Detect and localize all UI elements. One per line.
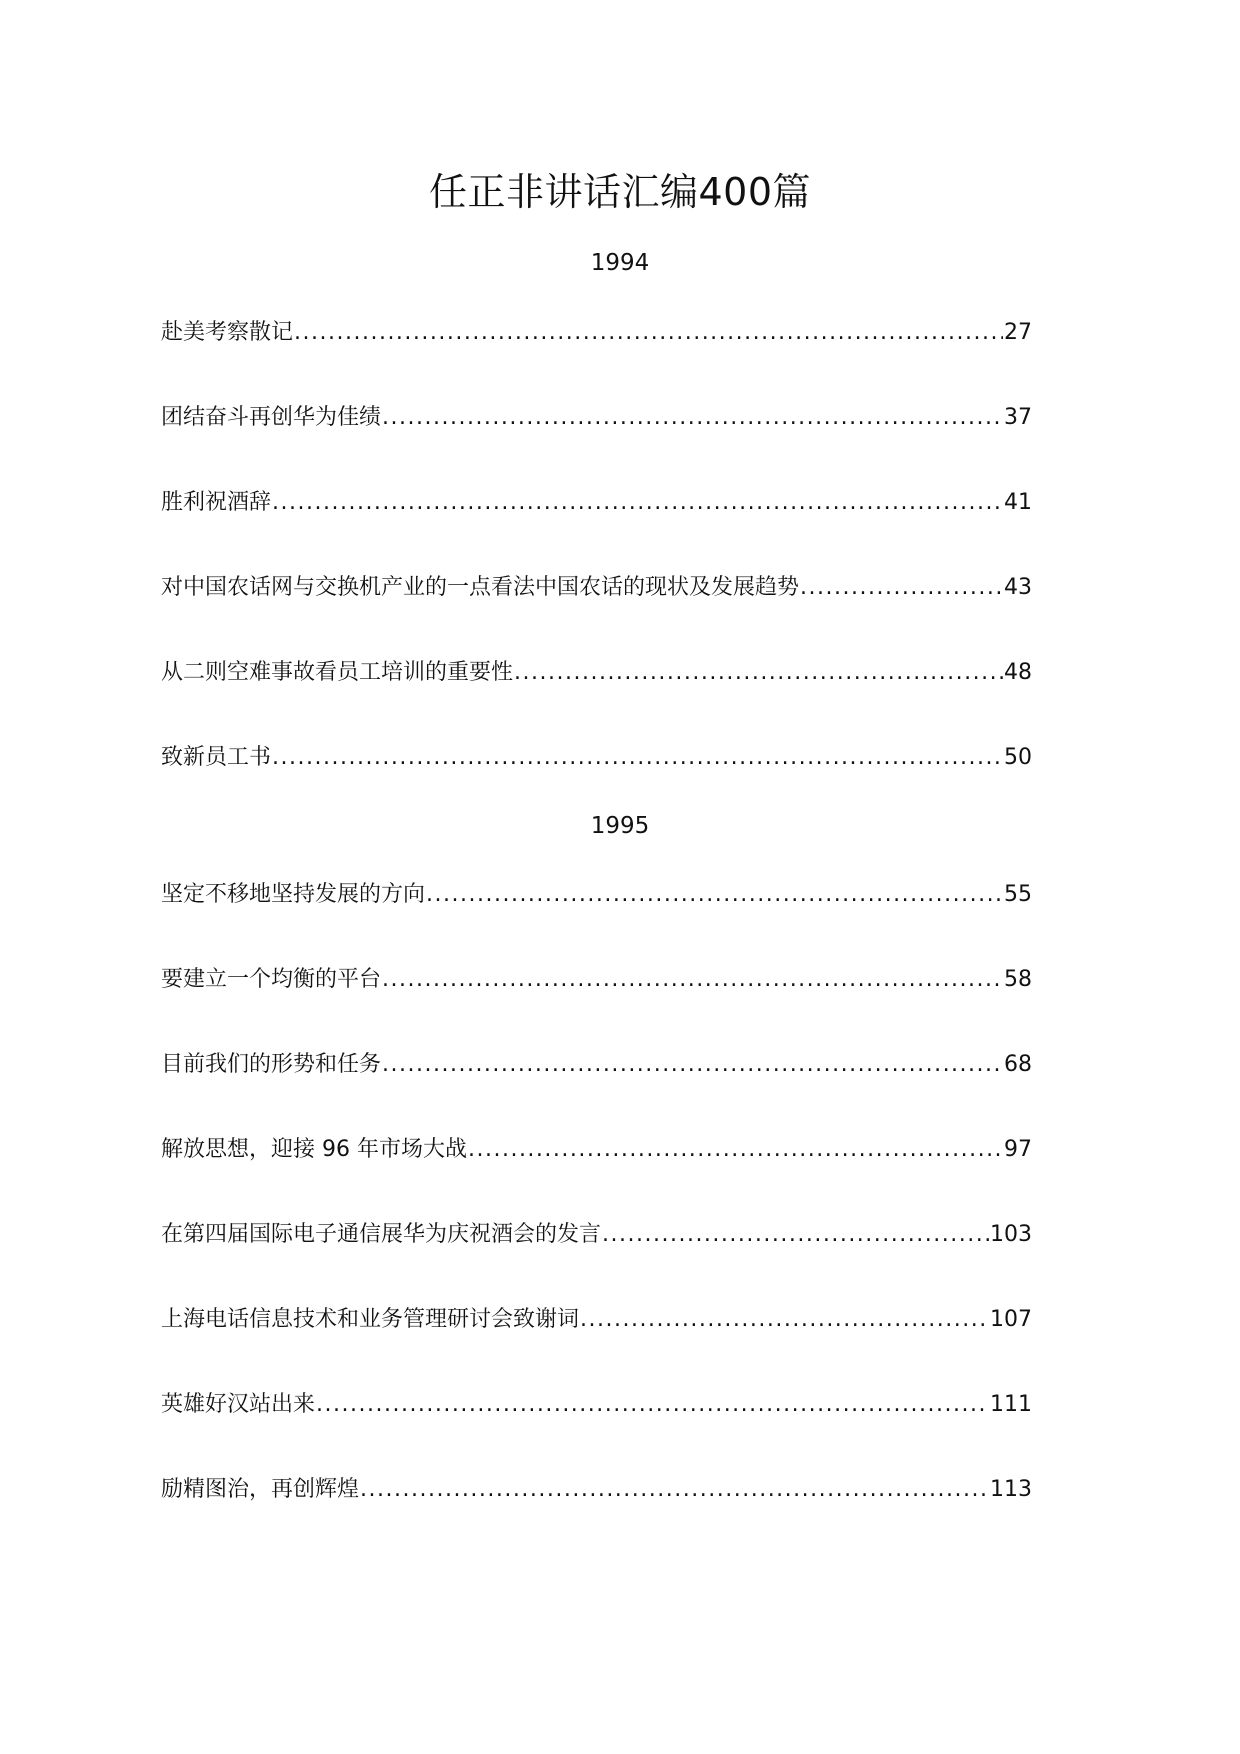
toc-dot-leader xyxy=(514,658,1003,688)
toc-page-number: 37 xyxy=(1004,405,1032,430)
toc-entry-title: 从二则空难事故看员工培训的重要性 xyxy=(161,660,514,685)
toc-page-number: 68 xyxy=(1004,1052,1032,1077)
toc-dot-leader xyxy=(272,743,1003,773)
document-title: 任正非讲话汇编400篇 xyxy=(428,170,812,214)
toc-dot-leader xyxy=(800,573,1003,603)
toc-entry-title: 对中国农话网与交换机产业的一点看法中国农话的现状及发展趋势 xyxy=(161,575,800,600)
toc-entry-title: 要建立一个均衡的平台 xyxy=(161,967,382,992)
toc-dot-leader xyxy=(602,1220,989,1250)
toc-entry[interactable] xyxy=(161,318,1032,348)
toc-entry-title: 坚定不移地坚持发展的方向 xyxy=(161,882,426,907)
toc-entry[interactable] xyxy=(161,1390,1032,1420)
toc-entry-title: 在第四届国际电子通信展华为庆祝酒会的发言 xyxy=(161,1222,602,1247)
toc-entry[interactable] xyxy=(161,658,1032,688)
toc-entry-title: 上海电话信息技术和业务管理研讨会致谢词 xyxy=(161,1307,580,1332)
toc-entry[interactable] xyxy=(161,573,1032,603)
toc-page-number: 113 xyxy=(990,1477,1032,1502)
toc-entry[interactable] xyxy=(161,1050,1032,1080)
year-heading-1994: 1994 xyxy=(590,250,650,276)
toc-page-number: 97 xyxy=(1004,1137,1032,1162)
toc-dot-leader xyxy=(316,1390,989,1420)
toc-entry[interactable] xyxy=(161,1135,1032,1165)
toc-dot-leader xyxy=(382,403,1003,433)
toc-entry-title: 赴美考察散记 xyxy=(161,320,294,345)
toc-dot-leader xyxy=(580,1305,989,1335)
toc-page-number: 111 xyxy=(990,1392,1032,1417)
toc-page-number: 50 xyxy=(1004,745,1032,770)
toc-dot-leader xyxy=(294,318,1003,348)
toc-entry[interactable] xyxy=(161,1475,1032,1505)
toc-entry-title: 励精图治，再创辉煌 xyxy=(161,1477,360,1502)
toc-page-number: 103 xyxy=(990,1222,1032,1247)
toc-dot-leader xyxy=(360,1475,989,1505)
toc-dot-leader xyxy=(426,880,1003,910)
toc-entry[interactable] xyxy=(161,743,1032,773)
toc-entry[interactable] xyxy=(161,965,1032,995)
toc-entry-title: 解放思想，迎接 96 年市场大战 xyxy=(161,1137,467,1162)
toc-entry-title: 英雄好汉站出来 xyxy=(161,1392,316,1417)
toc-entry-title: 目前我们的形势和任务 xyxy=(161,1052,382,1077)
toc-entry[interactable] xyxy=(161,403,1032,433)
toc-dot-leader xyxy=(468,1135,1003,1165)
toc-entry-title: 团结奋斗再创华为佳绩 xyxy=(161,405,382,430)
toc-page-number: 27 xyxy=(1004,320,1032,345)
year-heading-1995: 1995 xyxy=(590,813,650,839)
toc-dot-leader xyxy=(272,488,1003,518)
toc-dot-leader xyxy=(382,965,1003,995)
toc-page-number: 48 xyxy=(1004,660,1032,685)
toc-entry[interactable] xyxy=(161,880,1032,910)
toc-page-number: 58 xyxy=(1004,967,1032,992)
toc-entry[interactable] xyxy=(161,1220,1032,1250)
toc-entry-title: 致新员工书 xyxy=(161,745,272,770)
toc-entry-title: 胜利祝酒辞 xyxy=(161,490,272,515)
toc-page-number: 55 xyxy=(1004,882,1032,907)
toc-entry[interactable] xyxy=(161,1305,1032,1335)
toc-dot-leader xyxy=(382,1050,1003,1080)
toc-page-number: 41 xyxy=(1004,490,1032,515)
toc-entry[interactable] xyxy=(161,488,1032,518)
toc-page-number: 107 xyxy=(990,1307,1032,1332)
toc-page-number: 43 xyxy=(1004,575,1032,600)
